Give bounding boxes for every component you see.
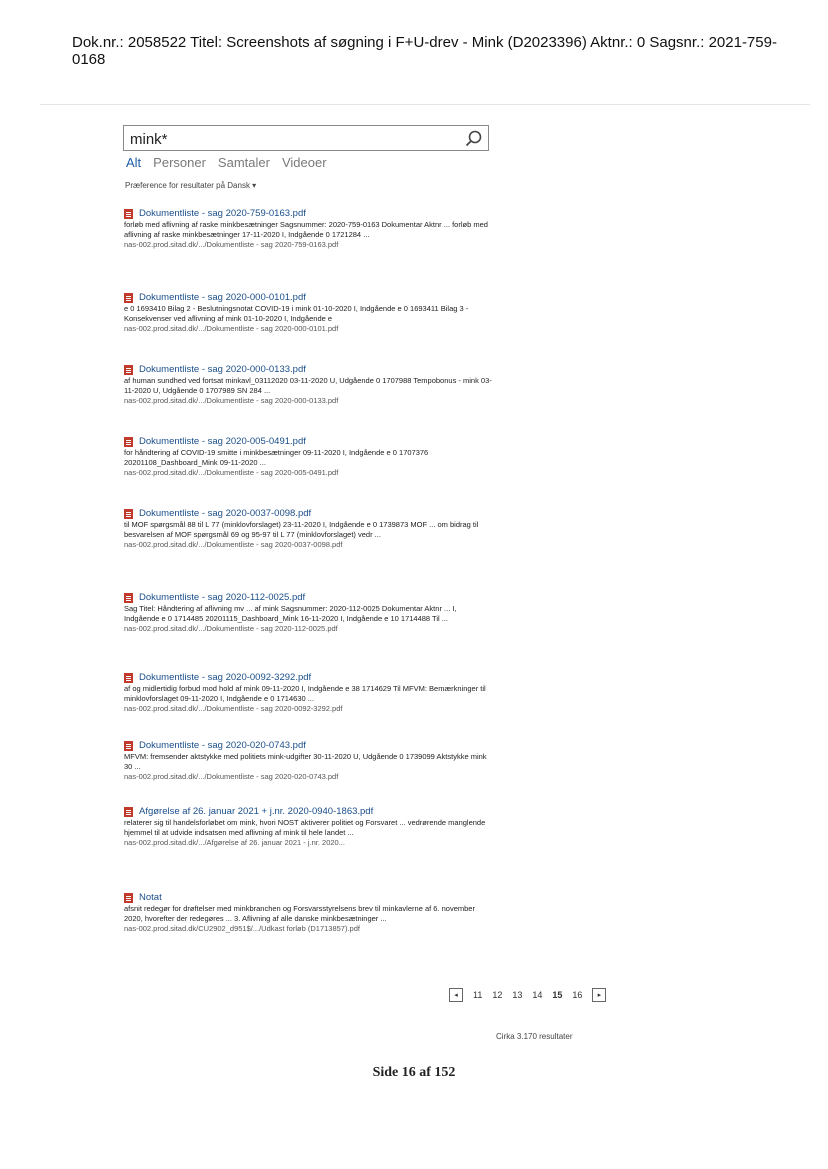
search-icon[interactable] [464, 129, 484, 149]
result-title[interactable] [124, 891, 494, 904]
result-snippet: relaterer sig til handelsforløbet om mink, hvori NOST aktiverer politiet og Forsvaret ... vedrørende manglende hjemmel til at udvide indsatsen med aflivning af mink til hele landet ... [124, 818, 486, 837]
result-item [124, 671, 494, 739]
result-url: nas-002.prod.sitad.dk/.../Dokumentliste - sag 2020-0092-3292.pdf [124, 704, 343, 713]
pdf-icon [124, 673, 133, 683]
result-title-link[interactable]: Dokumentliste - sag 2020-000-0133.pdf [139, 364, 306, 375]
document-header: Dok.nr.: 2058522 Titel: Screenshots af søgning i F+U-drev - Mink (D2023396) Aktnr.: 0 Sagsnr.: 2021-759-0168 [72, 34, 777, 68]
pdf-icon [124, 365, 133, 375]
result-snippet: til MOF spørgsmål 88 til L 77 (minklovforslaget) 23-11-2020 I, Indgående e 0 1739873 MOF ... om bidrag til besvarelsen af MOF spørgsmål 69 og 95-97 til L 77 (minklovforslaget) vedr ... [124, 520, 479, 539]
result-item [124, 363, 494, 435]
search-box [123, 125, 489, 151]
result-count: Cirka 3.170 resultater [496, 1032, 573, 1041]
result-title[interactable] [124, 363, 494, 376]
pdf-icon [124, 509, 133, 519]
prev-page-button[interactable]: ◂ [449, 988, 463, 1002]
result-url: nas-002.prod.sitad.dk/.../Dokumentliste - sag 2020-020-0743.pdf [124, 772, 339, 781]
result-item [124, 291, 494, 363]
result-snippet: forløb med aflivning af raske minkbesætninger Sagsnummer: 2020-759-0163 Dokumentar Aktnr ... forløb med aflivning af raske minkbesætninger 17-11-2020 I, Indgående 0 1721284 ... [124, 220, 488, 239]
result-snippet: MFVM: fremsender aktstykke med politiets mink-udgifter 30-11-2020 U, Udgående 0 1739099 Aktstykke mink 30 ... [124, 752, 487, 771]
pdf-icon [124, 741, 133, 751]
result-title-link[interactable]: Dokumentliste - sag 2020-0037-0098.pdf [139, 508, 312, 519]
pdf-icon [124, 807, 133, 817]
language-preference[interactable]: Præference for resultater på Dansk ▾ [125, 181, 257, 190]
current-page[interactable]: 15 [552, 990, 563, 1000]
pdf-icon [124, 893, 133, 903]
page-link[interactable]: 16 [572, 990, 583, 1000]
pdf-icon [124, 209, 133, 219]
result-item [124, 805, 494, 891]
search-tabs [126, 155, 327, 170]
tab-alt[interactable]: Alt [126, 155, 142, 170]
result-snippet: for håndtering af COVID-19 smitte i minkbesætninger 09-11-2020 I, Indgående e 0 1707376 20201108_Dashboard_Mink 09-11-2020 ... [124, 448, 429, 467]
pdf-icon [124, 437, 133, 447]
result-title-link[interactable]: Dokumentliste - sag 2020-759-0163.pdf [139, 208, 306, 219]
result-title[interactable] [124, 671, 494, 684]
result-snippet: af og midlertidig forbud mod hold af mink 09-11-2020 I, Indgående e 38 1714629 Til MFVM: Bemærkninger til minklovforslaget 09-11-2020 I, Indgående e 0 1714630 ... [124, 684, 486, 703]
result-title[interactable] [124, 805, 494, 818]
result-title-link[interactable]: Dokumentliste - sag 2020-0092-3292.pdf [139, 672, 312, 683]
result-snippet: e 0 1693410 Bilag 2 - Beslutningsnotat COVID-19 i mink 01-10-2020 I, Indgående e 0 1693411 Bilag 3 - Konsekvenser ved aflivning af mink 01-10-2020 I, Indgående e [124, 304, 469, 323]
result-url: nas-002.prod.sitad.dk/.../Dokumentliste - sag 2020-112-0025.pdf [124, 624, 338, 633]
pdf-icon [124, 293, 133, 303]
result-title-link[interactable]: Afgørelse af 26. januar 2021 + j.nr. 2020-0940-1863.pdf [139, 806, 374, 817]
result-url: nas-002.prod.sitad.dk/CU2902_d951$/.../Udkast forløb (D1713857).pdf [124, 924, 360, 933]
result-url: nas-002.prod.sitad.dk/.../Dokumentliste - sag 2020-000-0101.pdf [124, 324, 339, 333]
result-title[interactable] [124, 207, 494, 220]
result-title-link[interactable]: Dokumentliste - sag 2020-005-0491.pdf [139, 436, 306, 447]
result-url: nas-002.prod.sitad.dk/.../Dokumentliste - sag 2020-000-0133.pdf [124, 396, 339, 405]
result-title[interactable] [124, 591, 494, 604]
result-title-link[interactable]: Dokumentliste - sag 2020-112-0025.pdf [139, 592, 306, 603]
result-title-link[interactable]: Notat [139, 892, 162, 903]
results-list [124, 207, 494, 961]
tab-personer[interactable]: Personer [153, 155, 206, 170]
result-snippet: Sag Titel: Håndtering af aflivning mv ... af mink Sagsnummer: 2020-112-0025 Dokumentar Aktnr ... I, Indgående e 0 1714485 20201115_Dashboard_Mink 16-11-2020 I, Indgående e 10 1714488 Til ... [124, 604, 457, 623]
pdf-icon [124, 593, 133, 603]
tab-videoer[interactable]: Videoer [281, 155, 327, 170]
page-link[interactable]: 12 [492, 990, 503, 1000]
result-title[interactable] [124, 507, 494, 520]
result-item [124, 207, 494, 291]
page-link[interactable]: 11 [473, 990, 483, 1000]
result-url: nas-002.prod.sitad.dk/.../Dokumentliste - sag 2020-005-0491.pdf [124, 468, 339, 477]
result-url: nas-002.prod.sitad.dk/.../Dokumentliste - sag 2020-759-0163.pdf [124, 240, 339, 249]
pagination [449, 988, 606, 1002]
search-input[interactable] [130, 129, 450, 149]
result-title-link[interactable]: Dokumentliste - sag 2020-020-0743.pdf [139, 740, 306, 751]
page-link[interactable]: 13 [512, 990, 523, 1000]
result-item [124, 435, 494, 507]
result-title[interactable] [124, 739, 494, 752]
result-item [124, 507, 494, 591]
result-title[interactable] [124, 291, 494, 304]
result-snippet: afsnit redegør for drøftelser med minkbranchen og Forsvarsstyrelsens brev til minkavlerne af 6. november 2020, hvorefter der redegøres ... 3. Aflivning af alle danske minkbesætninger ... [124, 904, 475, 923]
result-url: nas-002.prod.sitad.dk/.../Afgørelse af 26. januar 2021 - j.nr. 2020... [124, 838, 345, 847]
result-item [124, 591, 494, 671]
result-item [124, 739, 494, 805]
result-item [124, 891, 494, 961]
page-footer: Side 16 af 152 [372, 1065, 456, 1080]
result-title[interactable] [124, 435, 494, 448]
result-url: nas-002.prod.sitad.dk/.../Dokumentliste - sag 2020-0037-0098.pdf [124, 540, 343, 549]
tab-samtaler[interactable]: Samtaler [217, 155, 270, 170]
next-page-button[interactable]: ▸ [592, 988, 606, 1002]
result-title-link[interactable]: Dokumentliste - sag 2020-000-0101.pdf [139, 292, 306, 303]
divider [40, 104, 810, 105]
page-link[interactable]: 14 [532, 990, 543, 1000]
result-snippet: af human sundhed ved fortsat minkavl_03112020 03-11-2020 U, Udgående 0 1707988 Tempobonus - mink 03-11-2020 U, Udgående 0 1707989 SN 284 ... [124, 376, 492, 395]
